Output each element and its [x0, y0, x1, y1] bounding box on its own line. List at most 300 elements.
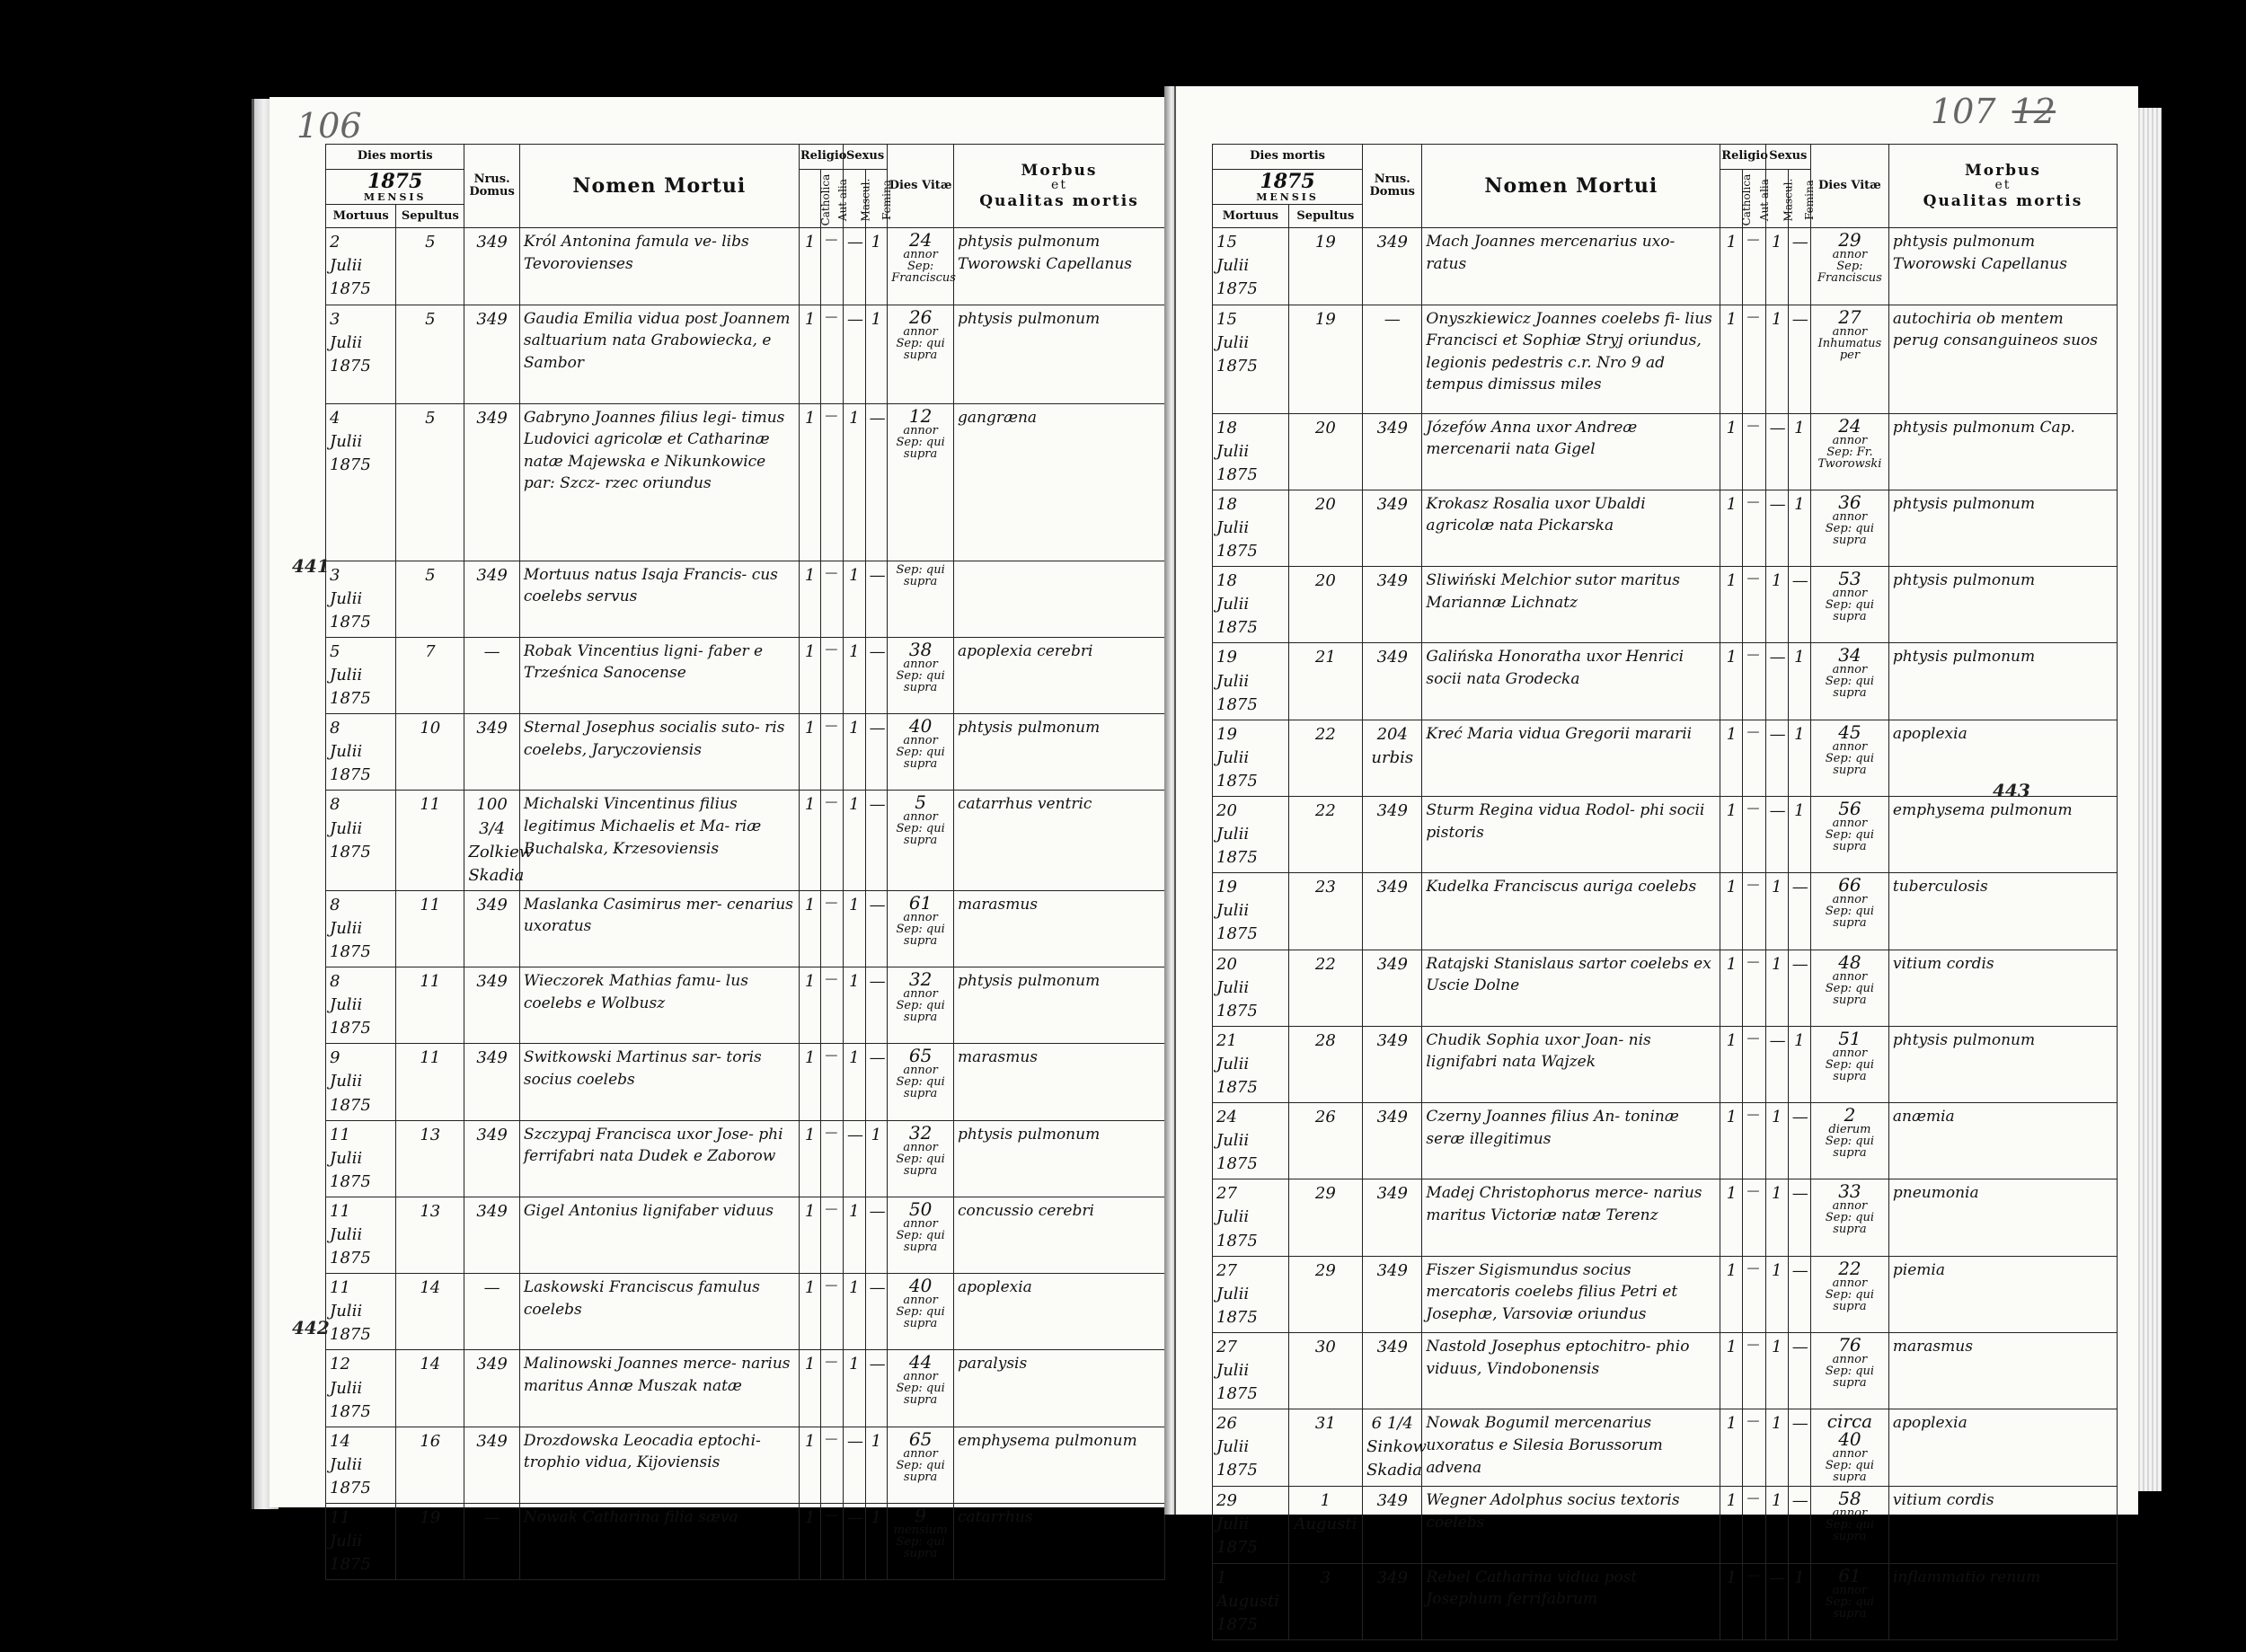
- religio-catholica: 1: [799, 1274, 821, 1350]
- sexus-mascul: 1: [844, 1274, 866, 1350]
- death-date: [1213, 413, 1289, 490]
- religio-catholica: 1: [1720, 490, 1743, 566]
- header-dies-vitae: Dies Vitæ: [1810, 145, 1888, 228]
- religio-aut-alia-mark: —: [1746, 571, 1760, 587]
- religio-catholica: 1: [799, 228, 821, 305]
- cause-of-death: vitium cordis: [1888, 1487, 2117, 1563]
- sexus-mascul: 1: [1765, 567, 1788, 643]
- religio-aut-alia: [821, 305, 844, 403]
- age-unit: annor: [903, 248, 938, 262]
- age-value: 66: [1838, 874, 1861, 897]
- religio-aut-alia: [821, 1427, 844, 1503]
- house-number: 349: [464, 228, 520, 305]
- sexus-mascul: 1: [1765, 1256, 1788, 1332]
- table-row: [1213, 490, 2118, 566]
- house-number: 349: [1363, 643, 1422, 720]
- burial-date: 13: [396, 1120, 464, 1197]
- death-month: Julii: [330, 332, 363, 352]
- death-date: [326, 1274, 396, 1350]
- death-year: 1875: [1216, 924, 1258, 944]
- age-unit: annor: [1832, 1583, 1868, 1597]
- religio-aut-alia: [821, 791, 844, 890]
- cause-of-death: emphysema pulmonum: [1888, 796, 2117, 872]
- death-day: 8: [330, 719, 340, 738]
- death-year: 1875: [1216, 1001, 1258, 1020]
- sexus-mascul: —: [844, 1427, 866, 1503]
- sexus-mascul: 1: [844, 967, 866, 1044]
- death-day: 9: [330, 1048, 340, 1068]
- age-value: 38: [908, 638, 933, 660]
- age-at-death: [888, 890, 954, 967]
- death-month: Julii: [1216, 517, 1250, 537]
- burial-date: 20: [1288, 490, 1362, 566]
- death-day: 27: [1216, 1184, 1237, 1204]
- death-date: [326, 228, 396, 305]
- religio-catholica: 1: [1720, 1332, 1743, 1409]
- age-value: 40: [908, 715, 933, 738]
- death-year: 1875: [1216, 694, 1258, 714]
- religio-catholica: 1: [1720, 1103, 1743, 1179]
- age-unit: annor: [903, 1294, 938, 1308]
- cause-of-death: piemia: [1888, 1256, 2117, 1332]
- table-row: [1213, 1332, 2118, 1409]
- house-number: 349: [1363, 1256, 1422, 1332]
- religio-catholica: 1: [1720, 950, 1743, 1026]
- religio-aut-alia-mark: —: [825, 895, 838, 910]
- cause-of-death: [954, 561, 1165, 637]
- religio-aut-alia-mark: —: [825, 795, 838, 810]
- religio-aut-alia-mark: —: [1746, 418, 1760, 433]
- age-at-death: [1810, 490, 1888, 566]
- death-day: 4: [330, 408, 340, 428]
- death-date: [326, 714, 396, 791]
- header-sexus: Sexus: [1765, 145, 1810, 170]
- death-month: Julii: [330, 588, 363, 608]
- burial-note: Sep: qui supra: [896, 822, 945, 848]
- religio-aut-alia-mark: —: [825, 1508, 838, 1524]
- religio-aut-alia-mark: —: [1746, 878, 1760, 893]
- age-at-death: [888, 1350, 954, 1427]
- sexus-mascul: 1: [844, 890, 866, 967]
- death-month: Julii: [1216, 901, 1250, 921]
- death-year: 1875: [330, 1325, 371, 1345]
- house-number: 349: [464, 967, 520, 1044]
- header-year-mensis: [326, 170, 464, 205]
- religio-aut-alia-mark: —: [825, 1431, 838, 1446]
- age-value: 32: [908, 1121, 933, 1144]
- sexus-femina: —: [1788, 567, 1810, 643]
- death-month: Julii: [330, 995, 363, 1015]
- house-number: 349: [464, 1120, 520, 1197]
- header-mensis: MENSIS: [363, 191, 427, 204]
- religio-catholica: 1: [1720, 1409, 1743, 1487]
- table-row: [1213, 1179, 2118, 1256]
- age-at-death: [1810, 950, 1888, 1026]
- sexus-mascul: 1: [844, 637, 866, 713]
- sexus-mascul: —: [1765, 720, 1788, 796]
- religio-catholica: 1: [799, 1504, 821, 1580]
- table-row: [1213, 796, 2118, 872]
- religio-aut-alia-mark: —: [1746, 1414, 1760, 1429]
- house-number: 349: [1363, 1179, 1422, 1256]
- age-value: 44: [908, 1351, 933, 1374]
- house-number: 204 urbis: [1363, 720, 1422, 796]
- religio-catholica: 1: [1720, 1179, 1743, 1256]
- burial-note: Sep: Fr. Tworowski: [1817, 445, 1882, 471]
- burial-note: Sep: qui supra: [896, 999, 945, 1025]
- burial-note: Sep: qui supra: [896, 1075, 945, 1101]
- age-unit: annor: [1832, 739, 1868, 754]
- death-month: Julii: [1216, 747, 1250, 767]
- house-number: 349: [1363, 873, 1422, 950]
- death-month: Julii: [330, 1148, 363, 1168]
- religio-aut-alia: [1743, 413, 1765, 490]
- age-unit: annor: [1832, 1276, 1868, 1290]
- deceased-name: Sturm Regina vidua Rodol- phi socii pistoris: [1422, 796, 1720, 872]
- burial-note: Sep: qui supra: [896, 922, 945, 948]
- table-row: [326, 714, 1165, 791]
- age-at-death: [1810, 1103, 1888, 1179]
- age-value: 65: [908, 1427, 933, 1450]
- cause-of-death: marasmus: [954, 890, 1165, 967]
- death-month: Julii: [330, 1302, 363, 1321]
- religio-aut-alia-mark: —: [1746, 1184, 1760, 1199]
- age-value: 24: [1838, 414, 1861, 437]
- religio-aut-alia-mark: —: [1746, 1108, 1760, 1123]
- folio-number-right-struck: 12: [2012, 92, 2056, 131]
- header-catholica: Catholica: [799, 170, 821, 228]
- burial-date: 7: [396, 637, 464, 713]
- death-year: 1875: [1216, 464, 1258, 484]
- table-row: [326, 305, 1165, 403]
- sexus-femina: 1: [865, 1427, 888, 1503]
- death-day: 12: [330, 1355, 350, 1374]
- death-date: [1213, 643, 1289, 720]
- deceased-name: Czerny Joannes filius An- toninæ seræ illegitimus: [1422, 1103, 1720, 1179]
- age-unit: annor: [1832, 433, 1868, 447]
- religio-catholica: 1: [1720, 643, 1743, 720]
- age-value: 26: [908, 305, 933, 328]
- religio-aut-alia-mark: —: [825, 408, 838, 423]
- death-day: 15: [1216, 233, 1237, 252]
- death-year: 1875: [330, 1019, 371, 1038]
- sexus-mascul: 1: [844, 561, 866, 637]
- religio-aut-alia-mark: —: [1746, 494, 1760, 509]
- house-number: 100 3/4 Zolkiew Skadia: [464, 791, 520, 890]
- table-row: [326, 1274, 1165, 1350]
- table-row: [1213, 1026, 2118, 1102]
- header-year: 1875: [367, 170, 423, 193]
- house-number: 349: [1363, 1563, 1422, 1639]
- header-aut-alia: Aut alia: [821, 170, 844, 228]
- deceased-name: Szczypaj Francisca uxor Jose- phi ferrifabri nata Dudek e Zaborow: [519, 1120, 799, 1197]
- sexus-femina: —: [1788, 1179, 1810, 1256]
- house-number: 349: [464, 890, 520, 967]
- death-month: Julii: [1216, 332, 1250, 352]
- cause-of-death: apoplexia: [954, 1274, 1165, 1350]
- sexus-femina: —: [1788, 950, 1810, 1026]
- death-month: Julii: [330, 1454, 363, 1474]
- age-at-death: [1810, 1332, 1888, 1409]
- header-religio: Religio: [1720, 145, 1765, 170]
- header-et: et: [1994, 178, 2012, 193]
- header-dies-vitae: Dies Vitæ: [888, 145, 954, 228]
- death-month: Julii: [1216, 825, 1250, 844]
- death-day: 24: [1216, 1108, 1237, 1127]
- cause-of-death: catarrhus ventric: [954, 791, 1165, 890]
- table-row: [1213, 228, 2118, 305]
- sexus-femina: —: [1788, 1332, 1810, 1409]
- age-unit: annor: [1832, 1046, 1868, 1060]
- cause-of-death: pneumonia: [1888, 1179, 2117, 1256]
- header-mascul: Mascul.: [844, 170, 866, 228]
- religio-catholica: 1: [799, 305, 821, 403]
- burial-note: Sep: qui supra: [1825, 1364, 1875, 1390]
- deceased-name: Wegner Adolphus socius textoris coelebs: [1422, 1487, 1720, 1563]
- death-year: 1875: [330, 842, 371, 861]
- sexus-femina: —: [865, 1274, 888, 1350]
- religio-aut-alia-mark: —: [825, 719, 838, 734]
- burial-date: 19: [1288, 228, 1362, 305]
- burial-date: 22: [1288, 720, 1362, 796]
- sexus-femina: —: [865, 561, 888, 637]
- death-date: [326, 1197, 396, 1273]
- sexus-femina: —: [865, 1350, 888, 1427]
- age-at-death: [888, 1044, 954, 1120]
- house-number: 349: [464, 1427, 520, 1503]
- death-month: Julii: [1216, 671, 1250, 691]
- religio-aut-alia-mark: —: [1746, 800, 1760, 816]
- death-month: Julii: [1216, 977, 1250, 997]
- burial-note: Sep: qui supra: [1825, 1211, 1875, 1237]
- age-unit: annor: [1832, 1199, 1868, 1214]
- sexus-femina: —: [865, 1044, 888, 1120]
- cause-of-death: marasmus: [1888, 1332, 2117, 1409]
- sexus-femina: 1: [1788, 643, 1810, 720]
- burial-note: Sep: qui supra: [896, 1228, 945, 1254]
- death-month: Julii: [1216, 1361, 1250, 1381]
- religio-aut-alia: [1743, 1026, 1765, 1102]
- burial-note: Sep: qui supra: [896, 336, 945, 362]
- cause-of-death: apoplexia: [1888, 1409, 2117, 1487]
- deceased-name: Ratajski Stanislaus sartor coelebs ex Uscie Dolne: [1422, 950, 1720, 1026]
- sexus-mascul: —: [1765, 490, 1788, 566]
- death-month: Julii: [1216, 1131, 1250, 1151]
- age-unit: mensium: [893, 1524, 948, 1538]
- religio-catholica: 1: [799, 1197, 821, 1273]
- house-number: 349: [1363, 796, 1422, 872]
- age-at-death: [1810, 1026, 1888, 1102]
- house-number: 349: [464, 561, 520, 637]
- table-row: [326, 1120, 1165, 1197]
- sexus-femina: 1: [1788, 490, 1810, 566]
- table-row: [1213, 1563, 2118, 1639]
- death-year: 1875: [330, 765, 371, 785]
- death-year: 1875: [1216, 356, 1258, 375]
- death-year: 1875: [1216, 1231, 1258, 1250]
- death-year: 1875: [1216, 1614, 1258, 1634]
- death-register-table-right: [1212, 144, 2118, 1640]
- death-year: 1875: [1216, 542, 1258, 561]
- header-sexus: Sexus: [844, 145, 888, 170]
- deceased-name: Rebel Catharina vidua post Josephum ferrifabrum: [1422, 1563, 1720, 1639]
- religio-catholica: 1: [1720, 1256, 1743, 1332]
- death-date: [1213, 1256, 1289, 1332]
- sexus-femina: 1: [1788, 1026, 1810, 1102]
- age-at-death: [888, 1427, 954, 1503]
- sexus-mascul: —: [844, 228, 866, 305]
- death-date: [1213, 873, 1289, 950]
- sexus-femina: 1: [865, 1120, 888, 1197]
- religio-aut-alia: [1743, 1179, 1765, 1256]
- religio-catholica: 1: [799, 637, 821, 713]
- deceased-name: Wieczorek Mathias famu- lus coelebs e Wolbusz: [519, 967, 799, 1044]
- death-year: 1875: [330, 1249, 371, 1268]
- age-value: 12: [908, 404, 933, 427]
- header-sepultus: Sepultus: [396, 205, 464, 228]
- religio-aut-alia-mark: —: [1746, 309, 1760, 324]
- religio-catholica: 1: [1720, 567, 1743, 643]
- burial-note: Sep: qui supra: [1825, 1135, 1875, 1161]
- age-unit: annor: [1832, 893, 1868, 907]
- sexus-femina: 1: [1788, 796, 1810, 872]
- death-month: Julii: [330, 818, 363, 838]
- age-at-death: [888, 1197, 954, 1273]
- table-row: [1213, 567, 2118, 643]
- death-year: 1875: [1216, 848, 1258, 868]
- header-femina: Femina: [865, 170, 888, 228]
- burial-note: Sep: Franciscus: [891, 260, 956, 286]
- header-mensis: MENSIS: [1256, 191, 1319, 204]
- table-row: [326, 637, 1165, 713]
- death-date: [1213, 305, 1289, 413]
- cause-of-death: phtysis pulmonum: [954, 967, 1165, 1044]
- age-unit: annor: [1832, 663, 1868, 677]
- burial-note: Sep: Franciscus: [1817, 260, 1882, 286]
- death-month: Julii: [330, 256, 363, 276]
- death-month: Julii: [1216, 1054, 1250, 1073]
- death-date: [326, 1504, 396, 1580]
- table-row: [1213, 720, 2118, 796]
- age-value: 24: [908, 229, 933, 252]
- age-at-death: [1810, 1179, 1888, 1256]
- religio-aut-alia-mark: —: [825, 565, 838, 580]
- religio-catholica: 1: [799, 1120, 821, 1197]
- religio-aut-alia-mark: —: [1746, 1030, 1760, 1046]
- religio-aut-alia-mark: —: [825, 1125, 838, 1140]
- age-at-death: [888, 561, 954, 637]
- house-number: 349: [464, 714, 520, 791]
- death-year: 1875: [1216, 1307, 1258, 1327]
- sexus-mascul: 1: [844, 1197, 866, 1273]
- deceased-name: Sternal Josephus socialis suto- ris coelebs, Jaryczoviensis: [519, 714, 799, 791]
- death-year: 1875: [1216, 618, 1258, 638]
- age-at-death: [1810, 567, 1888, 643]
- header-catholica: Catholica: [1720, 170, 1743, 228]
- sexus-femina: —: [1788, 1103, 1810, 1179]
- age-at-death: [1810, 1487, 1888, 1563]
- sexus-femina: —: [865, 714, 888, 791]
- religio-aut-alia: [821, 228, 844, 305]
- deceased-name: Nowak Bogumil mercenarius uxoratus e Silesia Borussorum advena: [1422, 1409, 1720, 1487]
- death-year: 1875: [1216, 279, 1258, 299]
- header-religio: Religio: [799, 145, 843, 170]
- age-at-death: [1810, 643, 1888, 720]
- burial-note: Inhumatus per: [1817, 336, 1882, 362]
- death-day: 27: [1216, 1260, 1237, 1280]
- burial-date: 3: [1288, 1563, 1362, 1639]
- sexus-mascul: 1: [844, 1044, 866, 1120]
- religio-aut-alia: [821, 1044, 844, 1120]
- death-month: Julii: [330, 742, 363, 762]
- age-unit: annor: [903, 987, 938, 1002]
- deceased-name: Kudelka Franciscus auriga coelebs: [1422, 873, 1720, 950]
- death-month: Julii: [1216, 441, 1250, 461]
- header-year: 1875: [1260, 170, 1315, 193]
- religio-catholica: 1: [1720, 305, 1743, 413]
- religio-aut-alia: [1743, 1103, 1765, 1179]
- burial-date: 5: [396, 403, 464, 561]
- header-morbus-title: Morbus: [1964, 161, 2041, 180]
- burial-date: 30: [1288, 1332, 1362, 1409]
- age-value: 29: [1838, 229, 1861, 252]
- burial-note: Sep: qui supra: [1825, 827, 1875, 853]
- table-row: [1213, 305, 2118, 413]
- religio-aut-alia: [1743, 1409, 1765, 1487]
- sexus-mascul: 1: [1765, 1409, 1788, 1487]
- burial-date: 11: [396, 890, 464, 967]
- age-unit: annor: [1832, 1506, 1868, 1521]
- death-date: [1213, 1179, 1289, 1256]
- death-month: Julii: [330, 1072, 363, 1091]
- sexus-mascul: 1: [1765, 1179, 1788, 1256]
- death-month: Julii: [330, 1225, 363, 1244]
- cause-of-death: phtysis pulmonum Tworowski Capellanus: [954, 228, 1165, 305]
- deceased-name: Kreć Maria vidua Gregorii mararii: [1422, 720, 1720, 796]
- burial-note: Sep: qui supra: [1825, 1057, 1875, 1083]
- burial-note: Sep: qui supra: [896, 1535, 945, 1561]
- death-day: 11: [330, 1201, 350, 1221]
- deceased-name: Michalski Vincentinus filius legitimus Michaelis et Ma- riæ Buchalska, Krzesoviensis: [519, 791, 799, 890]
- religio-catholica: 1: [1720, 796, 1743, 872]
- age-at-death: [888, 637, 954, 713]
- sexus-femina: —: [865, 791, 888, 890]
- burial-date: 10: [396, 714, 464, 791]
- age-at-death: [1810, 305, 1888, 413]
- burial-date: 26: [1288, 1103, 1362, 1179]
- death-date: [326, 1044, 396, 1120]
- religio-aut-alia-mark: —: [1746, 1260, 1760, 1276]
- religio-aut-alia: [821, 403, 844, 561]
- sexus-femina: —: [865, 890, 888, 967]
- sexus-mascul: —: [1765, 796, 1788, 872]
- house-number: 349: [464, 1350, 520, 1427]
- sexus-mascul: —: [844, 1120, 866, 1197]
- age-unit: annor: [1832, 587, 1868, 601]
- death-year: 1875: [330, 279, 371, 299]
- religio-aut-alia: [1743, 228, 1765, 305]
- burial-date: 5: [396, 561, 464, 637]
- header-et: et: [1051, 178, 1067, 193]
- table-row: [1213, 873, 2118, 950]
- age-at-death: [1810, 413, 1888, 490]
- burial-note: Sep: qui supra: [1825, 521, 1875, 547]
- sexus-femina: —: [1788, 1256, 1810, 1332]
- sexus-mascul: —: [1765, 1563, 1788, 1639]
- page-edges: [2138, 108, 2162, 1491]
- death-date: [326, 561, 396, 637]
- religio-aut-alia: [1743, 873, 1765, 950]
